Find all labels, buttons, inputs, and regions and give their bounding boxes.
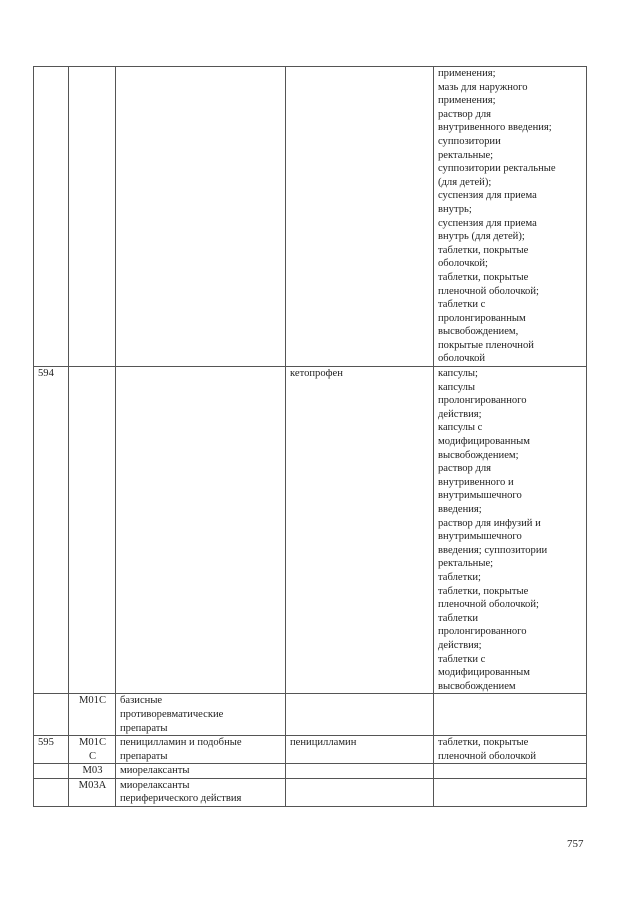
dosage-form-line: таблетки, покрытые bbox=[438, 244, 529, 256]
group-line: пеницилламин и подобные bbox=[120, 737, 242, 749]
row-number: 595 bbox=[34, 736, 69, 764]
medication-table bbox=[33, 66, 587, 807]
row-number bbox=[34, 764, 69, 779]
dosage-form-line: пленочной оболочкой; bbox=[438, 285, 539, 297]
table-row bbox=[34, 694, 587, 736]
anatomical-group bbox=[116, 764, 286, 779]
row-number bbox=[34, 67, 69, 367]
dosage-form-line: внутримышечного bbox=[438, 531, 522, 543]
atc-code: М03 bbox=[69, 764, 116, 779]
drug-name bbox=[286, 694, 434, 736]
dosage-form-line: таблетки; bbox=[438, 571, 481, 583]
dosage-form-line: оболочкой; bbox=[438, 258, 488, 270]
drug-name bbox=[286, 67, 434, 367]
dosage-form-line: капсулы bbox=[438, 381, 476, 393]
atc-code bbox=[69, 367, 116, 694]
dosage-form-line: капсулы; bbox=[438, 368, 478, 380]
dosage-form-line: пролонгированного bbox=[438, 395, 527, 407]
row-number bbox=[34, 778, 69, 806]
atc-code bbox=[69, 736, 116, 764]
drug-name: пеницилламин bbox=[286, 736, 434, 764]
table-row bbox=[34, 367, 587, 694]
dosage-form-line: внутримышечного bbox=[438, 490, 522, 502]
dosage-form-line: модифицированным bbox=[438, 436, 530, 448]
group-line: базисные bbox=[120, 695, 163, 707]
dosage-form-line: ректальные; bbox=[438, 149, 494, 161]
dosage-form-line: высвобождением, bbox=[438, 326, 519, 338]
dosage-form-line: внутривенного введения; bbox=[438, 122, 552, 134]
dosage-form-line: таблетки, покрытые bbox=[438, 585, 529, 597]
dosage-forms bbox=[434, 367, 587, 694]
dosage-form-line: раствор для bbox=[438, 108, 492, 120]
group-line: миорелаксанты bbox=[120, 779, 190, 791]
dosage-form-line: ректальные; bbox=[438, 558, 494, 570]
group-line: миорелаксанты bbox=[120, 765, 190, 777]
anatomical-group bbox=[116, 694, 286, 736]
table-row bbox=[34, 764, 587, 779]
dosage-form-line: суппозитории bbox=[438, 135, 501, 147]
anatomical-group bbox=[116, 736, 286, 764]
group-line: периферического действия bbox=[120, 793, 242, 805]
dosage-form-line: покрытые пленочной bbox=[438, 339, 534, 351]
dosage-forms bbox=[434, 694, 587, 736]
dosage-form-line: суспензия для приема bbox=[438, 190, 537, 202]
dosage-form-line: высвобождением; bbox=[438, 449, 519, 461]
dosage-form-line: таблетки с bbox=[438, 299, 486, 311]
dosage-form-line: применения; bbox=[438, 95, 496, 107]
code-line: М01С bbox=[78, 737, 107, 749]
dosage-form-line: введения; суппозитории bbox=[438, 544, 548, 556]
dosage-form-line: модифицированным bbox=[438, 667, 530, 679]
dosage-forms bbox=[434, 778, 587, 806]
table-row bbox=[34, 778, 587, 806]
anatomical-group bbox=[116, 67, 286, 367]
dosage-form-line: пролонгированным bbox=[438, 312, 526, 324]
dosage-form-line: (для детей); bbox=[438, 176, 492, 188]
dosage-form-line: пролонгированного bbox=[438, 626, 527, 638]
dosage-forms bbox=[434, 67, 587, 367]
table-row bbox=[34, 67, 587, 367]
dosage-form-line: суппозитории ректальные bbox=[438, 163, 556, 175]
row-number bbox=[34, 694, 69, 736]
dosage-form-line: раствор для bbox=[438, 463, 492, 475]
dosage-form-line: капсулы с bbox=[438, 422, 483, 434]
dosage-form-line: таблетки, покрытые bbox=[438, 737, 529, 749]
dosage-form-line: внутрь (для детей); bbox=[438, 231, 525, 243]
group-line: препараты bbox=[120, 722, 168, 734]
group-line: препараты bbox=[120, 750, 168, 762]
atc-code: М03А bbox=[69, 778, 116, 806]
drug-name bbox=[286, 764, 434, 779]
table-row bbox=[34, 736, 587, 764]
dosage-form-line: суспензия для приема bbox=[438, 217, 537, 229]
dosage-form-line: пленочной оболочкой bbox=[438, 750, 537, 762]
atc-code bbox=[69, 67, 116, 367]
row-number: 594 bbox=[34, 367, 69, 694]
anatomical-group bbox=[116, 778, 286, 806]
dosage-form-line: пленочной оболочкой; bbox=[438, 599, 539, 611]
dosage-form-line: внутривенного и bbox=[438, 476, 514, 488]
dosage-forms bbox=[434, 764, 587, 779]
dosage-form-line: внутрь; bbox=[438, 203, 472, 215]
atc-code: М01С bbox=[69, 694, 116, 736]
dosage-form-line: таблетки bbox=[438, 612, 479, 624]
dosage-form-line: действия; bbox=[438, 639, 482, 651]
dosage-form-line: таблетки с bbox=[438, 653, 486, 665]
dosage-form-line: мазь для наружного bbox=[438, 81, 528, 93]
dosage-form-line: оболочкой bbox=[438, 353, 486, 365]
code-line: С bbox=[88, 750, 97, 762]
drug-name: кетопрофен bbox=[286, 367, 434, 694]
dosage-form-line: применения; bbox=[438, 68, 496, 79]
page-number: 757 bbox=[567, 838, 584, 850]
anatomical-group bbox=[116, 367, 286, 694]
drug-name bbox=[286, 778, 434, 806]
dosage-form-line: введения; bbox=[438, 504, 482, 515]
dosage-form-line: высвобождением bbox=[438, 680, 516, 692]
dosage-form-line: таблетки, покрытые bbox=[438, 271, 529, 283]
dosage-form-line: действия; bbox=[438, 408, 482, 420]
dosage-form-line: раствор для инфузий и bbox=[438, 517, 541, 529]
group-line: противоревматические bbox=[120, 708, 224, 720]
dosage-forms bbox=[434, 736, 587, 764]
